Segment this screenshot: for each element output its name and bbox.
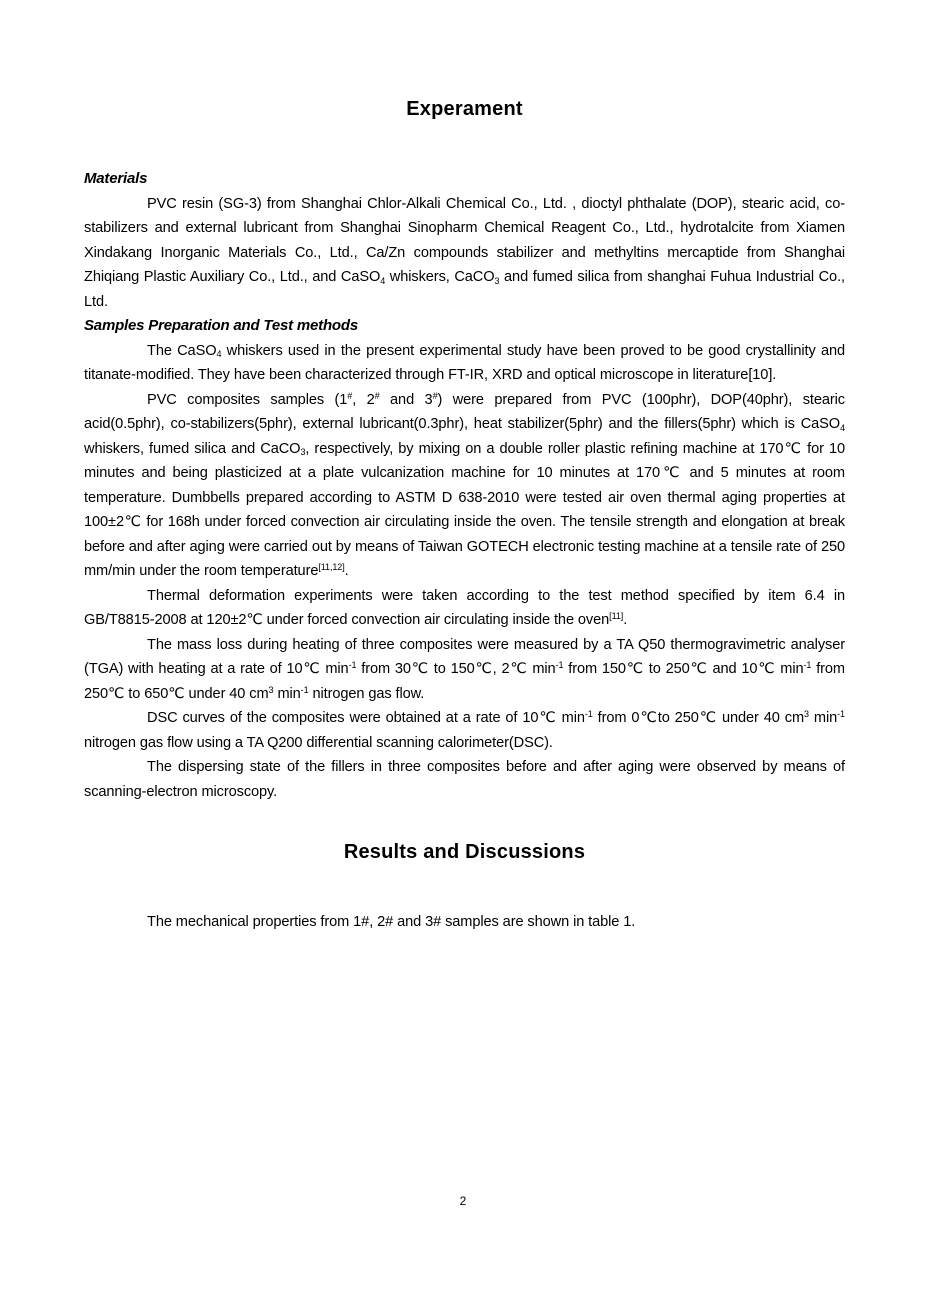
- paragraph-samples-1: The CaSO$_4$ whiskers used in the present experimental study have been proved to be good crystallinity and titanate-modified. They have been characterized through FT-IR, XRD and optical microscope in literature[10].: [84, 342, 845, 383]
- page-number: 2: [459, 1194, 467, 1208]
- paragraph-materials-1: PVC resin (SG-3) from Shanghai Chlor-Alkali Chemical Co., Ltd. , dioctyl phthalate (DOP), stearic acid, co-stabilizers and external lubricant from Shanghai Sinopharm Chemical Reagent Co., Ltd., hydrotalcite from Xiamen Xindakang Inorganic Materials Co., Ltd., Ca/Zn compounds stabilizer and methyltins mercaptide from Shanghai Zhiqiang Plastic Auxiliary Co., Ltd., and CaSO$_4$ whiskers, CaCO$_3$ and fumed silica from shanghai Fuhua Industrial Co., Ltd.: [84, 195, 845, 310]
- heading-materials: Materials: [84, 170, 148, 187]
- section-title-experament: Experament: [406, 98, 523, 120]
- paragraph-samples-4: The mass loss during heating of three composites were measured by a TA Q50 thermogravimetric analyser (TGA) with heating at a rate of 10℃ $\min^{-1}$ from 30℃ to 150℃, 2℃ $\min^{-1}$ from 150℃ to 250℃ and 10℃ $\min^{-1}$ from 250℃ to 650℃ under 40 $cm^3$ $\min^{-1}$ nitrogen gas flow.: [84, 636, 845, 702]
- section-title-results: Results and Discussions: [343, 841, 586, 863]
- heading-samples-preparation: Samples Preparation and Test methods: [84, 317, 358, 334]
- paragraph-samples-5: DSC curves of the composites were obtained at a rate of 10℃ $\min^{-1}$ from 0℃to 250℃ under 40 $cm^3$ $\min^{-1}$ nitrogen gas flow using a TA Q200 differential scanning calorimeter(DSC).: [84, 709, 845, 751]
- paragraph-samples-3: Thermal deformation experiments were taken according to the test method specified by item 6.4 in GB/T8815-2008 at 120±2℃ under forced convection air circulating inside the oven[11].: [84, 587, 845, 628]
- paragraph-samples-6: The dispersing state of the fillers in three composites before and after aging were observed by means of scanning-electron microscopy.: [84, 759, 845, 800]
- paragraph-results-1: The mechanical properties from 1#, 2# and 3# samples are shown in table 1.: [147, 914, 636, 930]
- paragraph-samples-2: PVC composites samples (1#, 2# and 3#) were prepared from PVC (100phr), DOP(40phr), stearic acid(0.5phr), co-stabilizers(5phr), external lubricant(0.3phr), heat stabilizer(5phr) and the fillers(5phr) which is CaSO$_4$ whiskers, fumed silica and CaCO$_3$, respectively, by mixing on a double roller plastic refining machine at 170℃ for 10 minutes and being plasticized at a plate vulcanization machine for 10 minutes at 170℃ and 5 minutes at room temperature. Dumbbells prepared according to ASTM D 638-2010 were tested air oven thermal aging properties at 100±2℃ for 168h under forced convection air circulating inside the oven. The tensile strength and elongation at break before and after aging were carried out by means of Taiwan GOTECH electronic testing machine at a tensile rate of 250 mm/min under the room temperature[11,12].: [84, 390, 845, 579]
